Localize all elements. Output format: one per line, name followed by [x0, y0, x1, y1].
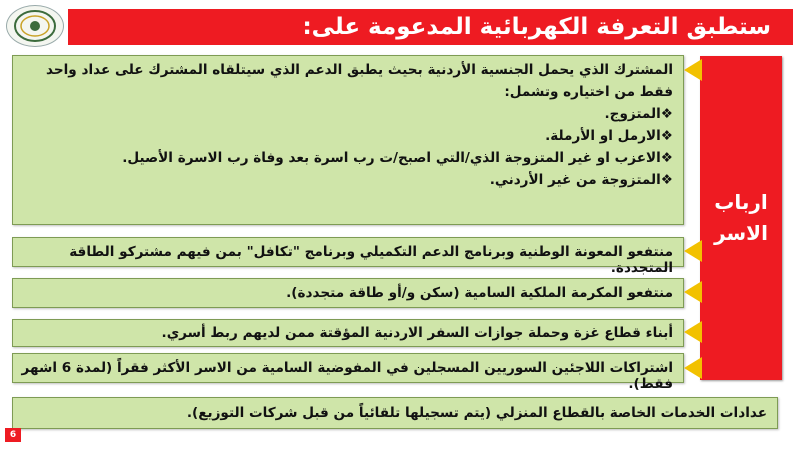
emblem-icon	[13, 9, 57, 43]
item-gaza-passports-text: أبناء قطاع غزة وحملة جوازات السفر الاردنية المؤقتة ممن لديهم ربط أسري.	[161, 325, 673, 341]
page-number	[5, 428, 21, 442]
side-label-line2: الاسر	[714, 221, 768, 245]
item-royal-grant	[12, 278, 684, 308]
arrow-icon	[684, 321, 702, 343]
item-national-aid-text: منتفعو المعونة الوطنية وبرنامج الدعم التكميلي وبرنامج "تكافل" بمن فيهم مشتركو الطاقة المتجددة.	[69, 244, 673, 276]
arrow-icon	[684, 281, 702, 303]
footer-service-meters-text: عدادات الخدمات الخاصة بالقطاع المنزلي (يتم تسجيلها تلقائياً من قبل شركات التوزيع).	[186, 405, 767, 421]
emblem-logo	[6, 5, 64, 47]
arrow-icon	[684, 240, 702, 262]
eligible-subscriber-intro: المشترك الذي يحمل الجنسية الأردنية بحيث يطبق الدعم الذي سيتلقاه المشترك على عداد واحد فقط من اختياره وتشمل:	[46, 62, 673, 100]
item-syrian-refugees-text: اشتراكات اللاجئين السوريين المسجلين في المفوضية السامية من الاسر الأكثر فقراً (لمدة 6 اشهر فقط).	[21, 360, 673, 392]
eligible-subscriber-box	[12, 55, 684, 225]
item-royal-grant-text: منتفعو المكرمة الملكية السامية (سكن و/أو طاقة متجددة).	[286, 285, 673, 301]
slide-title-text: ستطبق التعرفة الكهربائية المدعومة على:	[302, 14, 771, 40]
item-national-aid	[12, 237, 684, 276]
arrow-icon	[684, 357, 702, 379]
item-syrian-refugees	[12, 353, 684, 392]
side-label-box	[700, 56, 782, 380]
side-label-line1: ارباب	[714, 190, 768, 214]
slide-title	[68, 9, 793, 45]
item-gaza-passports	[12, 319, 684, 347]
bullet-single-head: ❖الاعزب او غير المتزوجة الذي/التي اصبح/ت رب اسرة بعد وفاة رب الاسرة الأصيل.	[122, 150, 673, 166]
bullet-married: ❖المتزوج.	[604, 106, 673, 122]
bullet-widowed: ❖الارمل او الأرملة.	[545, 128, 673, 144]
page-number-text: 6	[9, 430, 17, 440]
bullet-married-non-jordanian: ❖المتزوجة من غير الأردني.	[489, 172, 673, 188]
footer-service-meters	[12, 397, 778, 429]
arrow-icon	[684, 59, 702, 81]
